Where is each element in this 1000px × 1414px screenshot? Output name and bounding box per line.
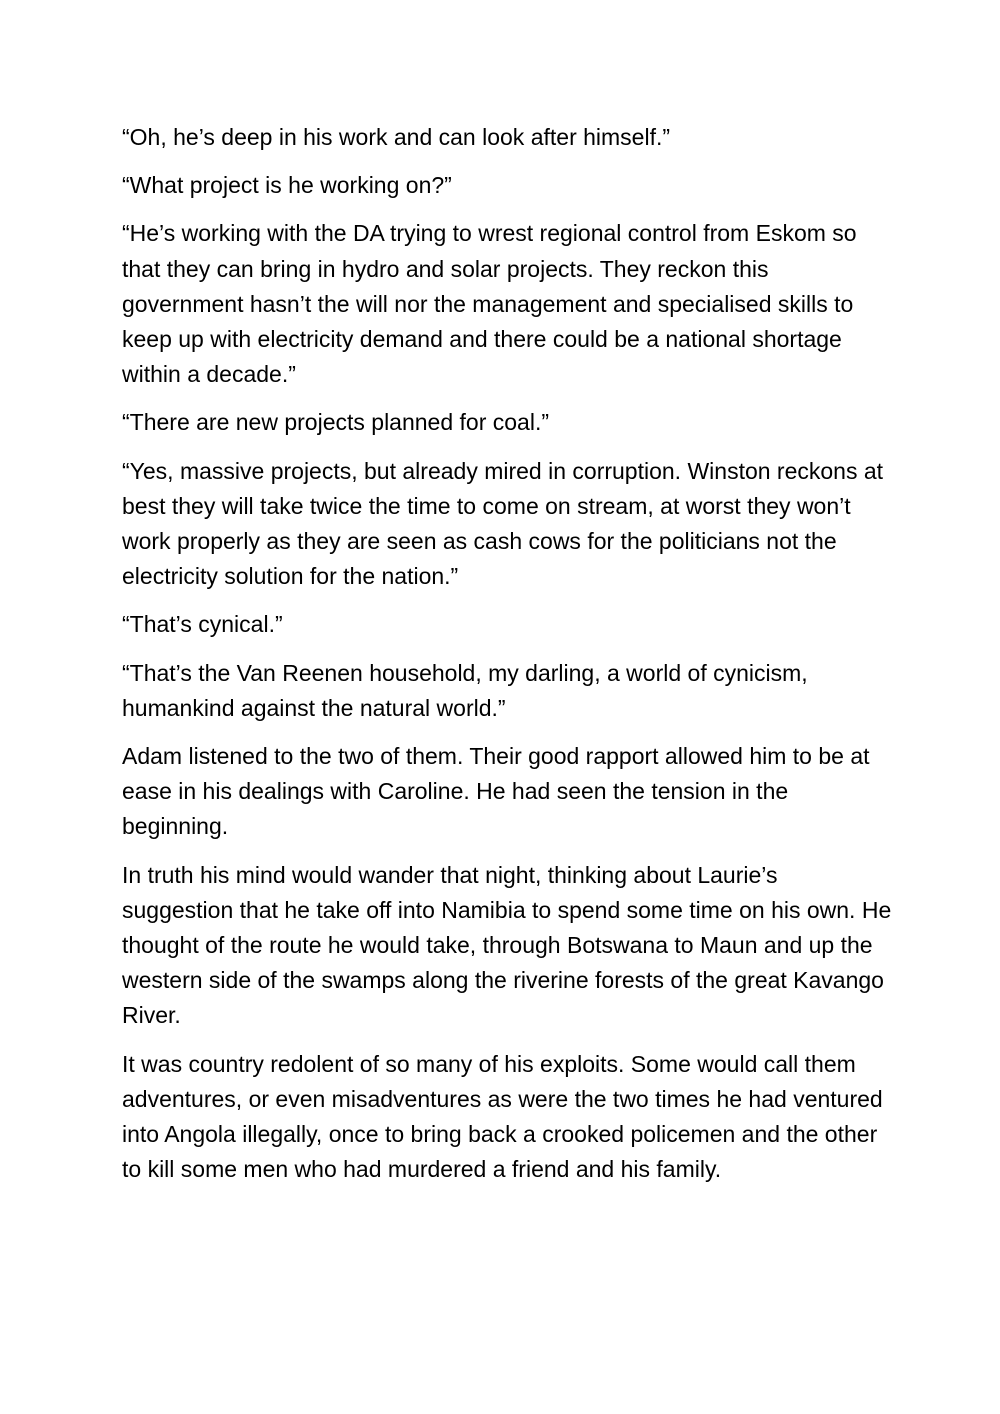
paragraph-6: “That’s cynical.” [122,611,283,638]
paragraph-1: “Oh, he’s deep in his work and can look after himself.” [122,124,671,150]
paragraph-4: “There are new projects planned for coal.” [122,409,549,436]
body-text [122,120,892,1200]
paragraph-2: “What project is he working on?” [122,172,452,199]
paragraph-9: In truth his mind would wander that night, thinking about Laurie’s suggestion that he take off into Namibia to spend some time on his own. He thought of the route he would take, through Botswana to Maun and up the western side of the swamps along the riverine forests of the great Kavango River. [122,861,892,1029]
paragraph-3: “He’s working with the DA trying to wrest regional control from Eskom so that they can bring in hydro and solar projects. They reckon this government hasn’t the will nor the management and specialised skills to keep up with electricity demand and there could be a national shortage within a decade.” [122,220,857,388]
paragraph-10: It was country redolent of so many of his exploits. Some would call them adventures, or even misadventures as were the two times he had ventured into Angola illegally, once to bring back a crooked policemen and the other to kill some men who had murdered a friend and his family. [122,1050,883,1183]
paragraph-5: “Yes, massive projects, but already mired in corruption. Winston reckons at best they will take twice the time to come on stream, at worst they won’t work properly as they are seen as cash cows for the politicians not the electricity solution for the nation.” [122,457,884,590]
paragraph-8: Adam listened to the two of them. Their good rapport allowed him to be at ease in his dealings with Caroline. He had seen the tension in the beginning. [122,743,870,840]
paragraph-7: “That’s the Van Reenen household, my darling, a world of cynicism, humankind against the natural world.” [122,659,808,721]
